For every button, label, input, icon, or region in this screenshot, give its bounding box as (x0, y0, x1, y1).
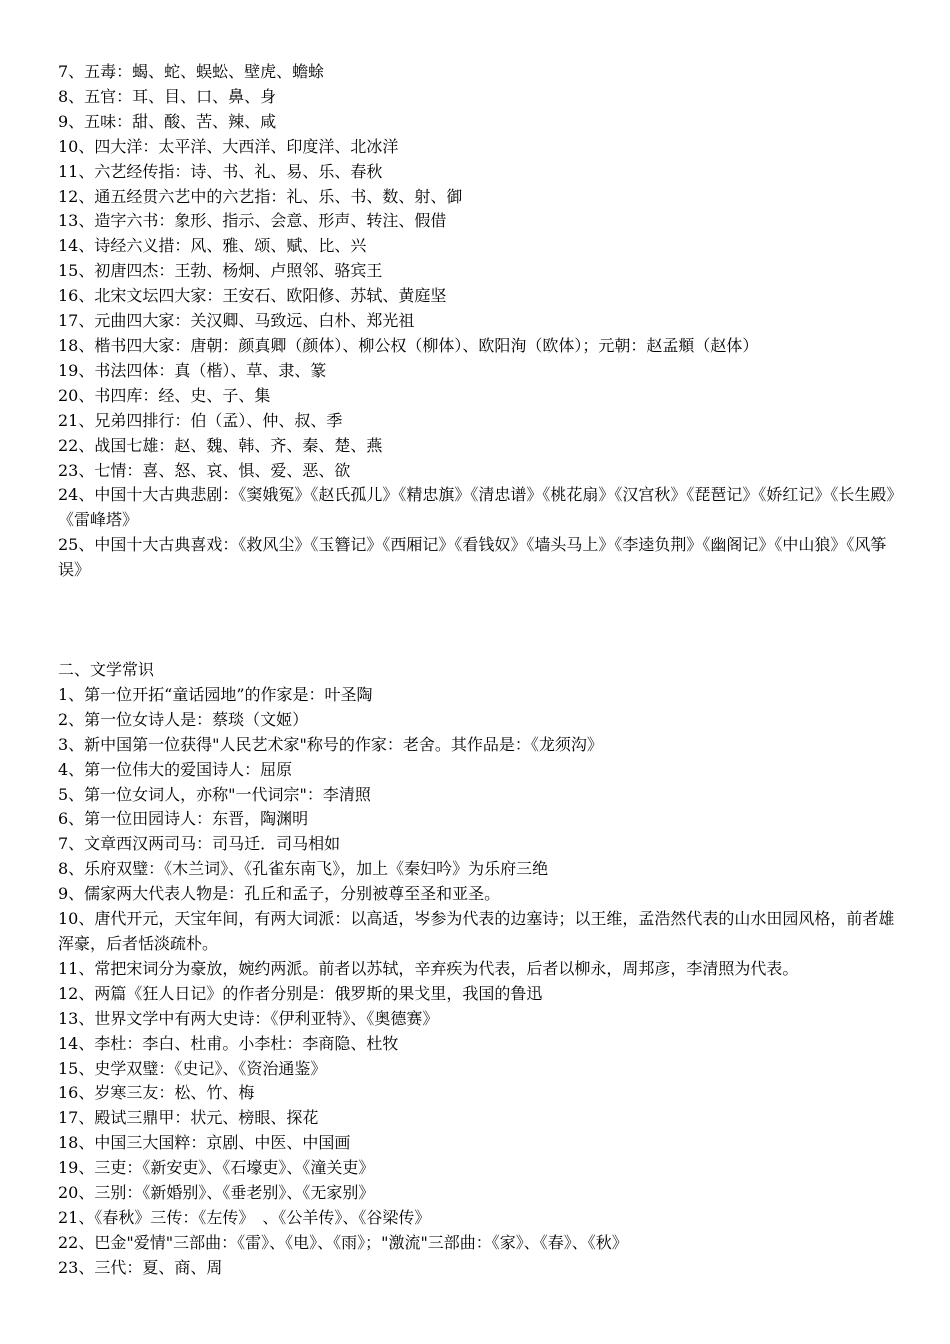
list-item: 20、三别：《新婚别》、《垂老别》、《无家别》 (58, 1183, 375, 1203)
list-item: 25、中国十大古典喜戏：《救风尘》《玉簪记》《西厢记》《看钱奴》《墙头马上》《李逵负荆》《幽阁记》《中山狼》《风筝误》 (58, 535, 887, 580)
list-item: 21、《春秋》三传：《左传》 、《公羊传》、《谷梁传》 (58, 1207, 431, 1227)
list-item: 6、第一位田园诗人：东晋，陶渊明 (58, 809, 309, 829)
list-item: 12、两篇《狂人日记》的作者分别是：俄罗斯的果戈里，我国的鲁迅 (58, 983, 543, 1003)
list-item: 16、岁寒三友：松、竹、梅 (58, 1083, 255, 1103)
list-item: 22、巴金"爱情"三部曲：《雷》、《电》、《雨》；"激流"三部曲：《家》、《春》、《秋》 (58, 1232, 628, 1252)
list-item: 9、五味：甜、酸、苦、辣、咸 (58, 111, 277, 131)
list-item: 5、第一位女词人，亦称"一代词宗"：李清照 (58, 784, 371, 804)
list-item: 8、乐府双璧：《木兰词》、《孔雀东南飞》，加上《秦妇吟》为乐府三绝 (58, 859, 549, 879)
list-item: 19、三吏：《新安吏》、《石壕吏》、《潼关吏》 (58, 1158, 375, 1178)
list-item: 3、新中国第一位获得"人民艺术家"称号的作家：老舍。其作品是：《龙须沟》 (58, 734, 603, 754)
list-item: 12、通五经贯六艺中的六艺指：礼、乐、书、数、射、御 (58, 186, 463, 206)
list-item: 16、北宋文坛四大家：王安石、欧阳修、苏轼、黄庭坚 (58, 286, 447, 306)
list-item: 18、楷书四大家：唐朝：颜真卿（颜体）、柳公权（柳体）、欧阳洵（欧体）；元朝：赵孟頫（赵体） (58, 335, 759, 355)
list-item: 7、五毒：蝎、蛇、蜈蚣、壁虎、蟾蜍 (58, 62, 325, 81)
list-item: 17、殿试三鼎甲：状元、榜眼、探花 (58, 1108, 319, 1128)
list-item: 17、元曲四大家：关汉卿、马致远、白朴、郑光祖 (58, 311, 415, 331)
list-item: 23、七情：喜、怒、哀、惧、爱、恶、欲 (58, 460, 351, 480)
section-spacer (58, 583, 898, 658)
list-item: 15、初唐四杰：王勃、杨炯、卢照邻、骆宾王 (58, 261, 383, 281)
list-item: 14、诗经六义措：风、雅、颂、赋、比、兴 (58, 236, 367, 256)
document-page (58, 60, 898, 1281)
list-section-1 (58, 60, 898, 583)
list-item: 19、书法四体：真（楷）、草、隶、篆 (58, 360, 327, 380)
list-item: 11、常把宋词分为豪放，婉约两派。前者以苏轼，辛弃疾为代表，后者以柳永，周邦彦，李清照为代表。 (58, 958, 799, 978)
list-item: 13、造字六书：象形、指示、会意、形声、转注、假借 (58, 211, 447, 231)
list-item: 10、唐代开元，天宝年间，有两大词派：以高适，岑参为代表的边塞诗；以王维，孟浩然代表的山水田园风格，前者雄浑豪，后者恬淡疏朴。 (58, 909, 895, 953)
list-item: 20、书四库：经、史、子、集 (58, 385, 271, 405)
list-item: 1、第一位开拓“童话园地”的作家是：叶圣陶 (58, 684, 373, 704)
list-item: 24、中国十大古典悲剧：《窦娥冤》《赵氏孤儿》《精忠旗》《清忠谱》《桃花扇》《汉宫秋》《琵琶记》《娇红记》《长生殿》《雷峰塔》 (58, 485, 895, 530)
list-item: 7、文章西汉两司马：司马迁．司马相如 (58, 834, 341, 854)
list-item: 11、六艺经传指：诗、书、礼、易、乐、春秋 (58, 161, 383, 181)
list-item: 14、李杜：李白、杜甫。小李杜：李商隐、杜牧 (58, 1033, 399, 1053)
list-item: 22、战国七雄：赵、魏、韩、齐、秦、楚、燕 (58, 435, 383, 455)
list-item: 9、儒家两大代表人物是：孔丘和孟子，分别被尊至圣和亚圣。 (58, 884, 501, 904)
list-item: 23、三代：夏、商、周 (58, 1257, 223, 1277)
list-item: 18、中国三大国粹：京剧、中医、中国画 (58, 1133, 351, 1153)
list-item: 13、世界文学中有两大史诗：《伊利亚特》、《奥德赛》 (58, 1008, 439, 1028)
list-item: 8、五官：耳、目、口、鼻、身 (58, 86, 277, 106)
list-item: 21、兄弟四排行：伯（孟）、仲、叔、季 (58, 410, 343, 430)
list-item: 2、第一位女诗人是：蔡琰（文姬） (58, 709, 309, 729)
list-section-2 (58, 658, 898, 1281)
list-item: 10、四大洋：太平洋、大西洋、印度洋、北冰洋 (58, 136, 399, 156)
section-title: 二、文学常识 (58, 660, 155, 680)
list-item: 15、史学双璧：《史记》、《资治通鉴》 (58, 1058, 327, 1078)
list-item: 4、第一位伟大的爱国诗人：屈原 (58, 759, 293, 779)
